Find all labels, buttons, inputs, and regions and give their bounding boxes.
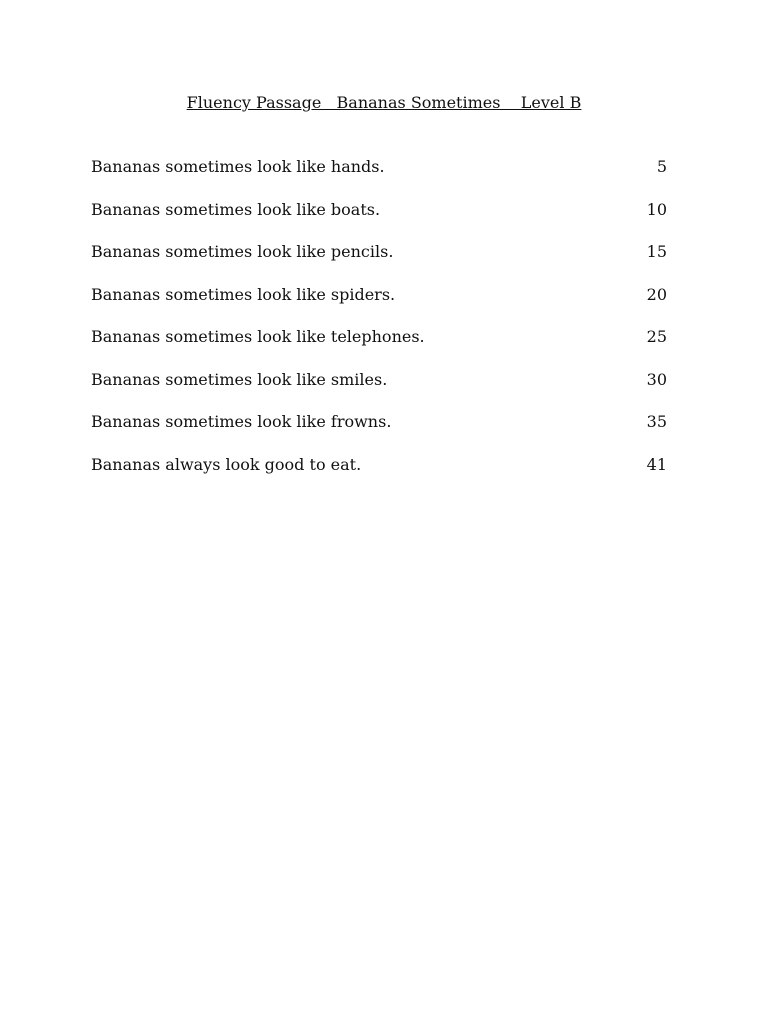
- passage-line-text: Bananas sometimes look like pencils.: [91, 242, 394, 261]
- word-count: 35: [646, 412, 667, 431]
- passage-line-text: Bananas sometimes look like frowns.: [91, 412, 392, 431]
- passage-line-text: Bananas always look good to eat.: [91, 454, 362, 474]
- passage-line: [91, 156, 667, 199]
- word-count: 25: [646, 327, 667, 346]
- passage-line-text: Bananas sometimes look like hands.: [91, 157, 385, 176]
- word-count: 30: [646, 369, 667, 389]
- word-count: 41: [646, 454, 667, 474]
- passage-line-text: Bananas sometimes look like telephones.: [91, 327, 425, 346]
- word-count: 15: [646, 242, 667, 261]
- passage-line: [91, 454, 667, 497]
- passage-lines: [91, 156, 667, 496]
- word-count: 5: [656, 157, 667, 176]
- passage-line-text: Bananas sometimes look like boats.: [91, 199, 381, 219]
- word-count: 20: [646, 284, 667, 304]
- passage-line: [91, 284, 667, 327]
- passage-line: [91, 369, 667, 412]
- passage-line-text: Bananas sometimes look like smiles.: [91, 369, 388, 389]
- word-count: 10: [646, 199, 667, 219]
- passage-line-text: Bananas sometimes look like spiders.: [91, 284, 396, 304]
- passage-line: [91, 241, 667, 284]
- passage-line: [91, 199, 667, 242]
- page-title: Fluency Passage Bananas Sometimes Level B: [186, 93, 582, 112]
- passage-line: [91, 411, 667, 454]
- passage-line: [91, 326, 667, 369]
